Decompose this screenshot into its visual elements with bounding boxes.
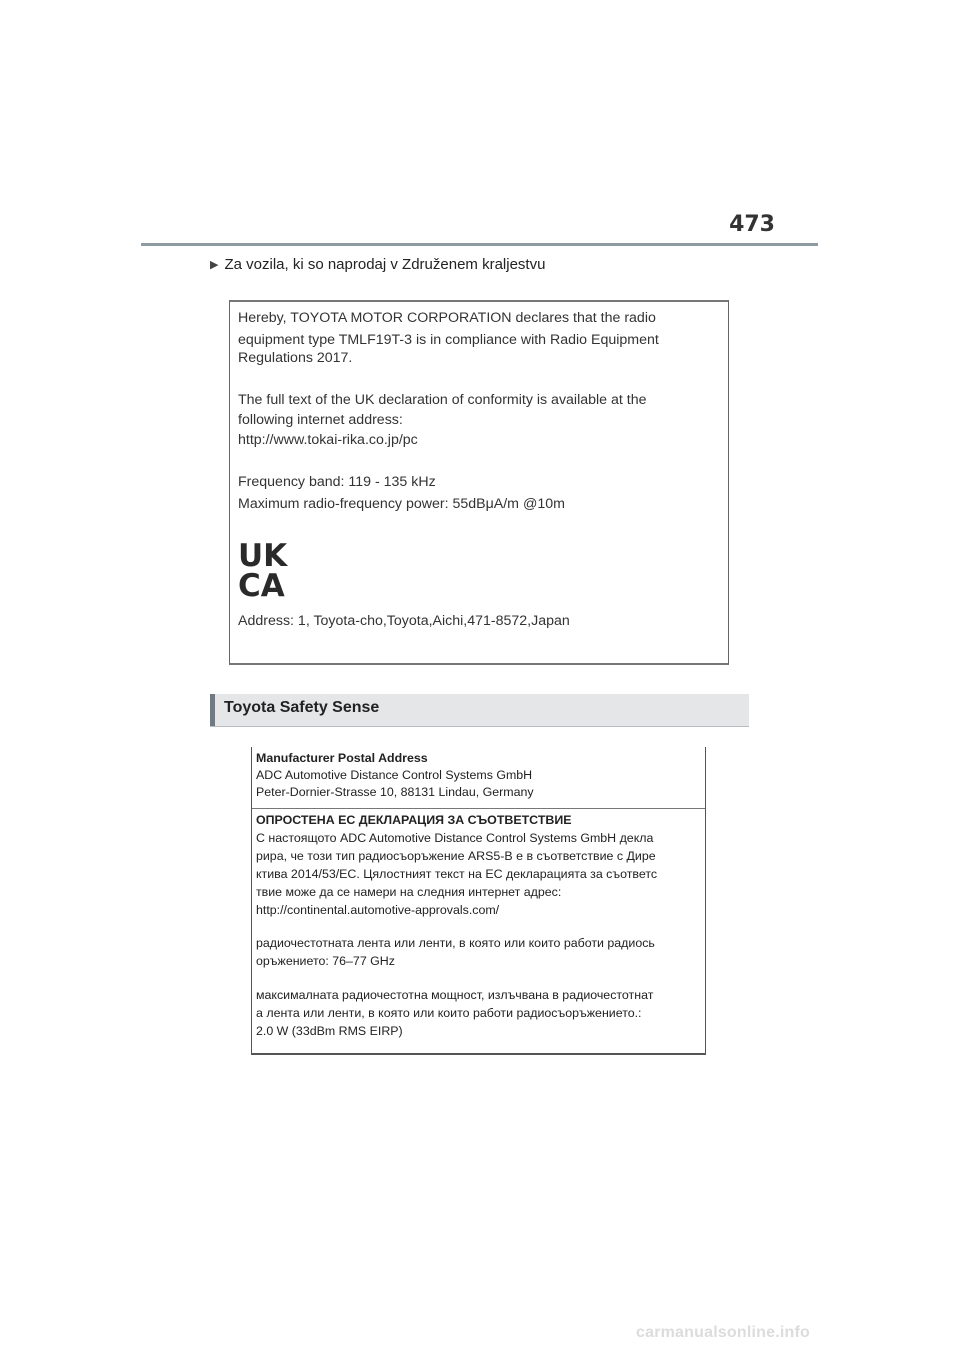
triangle-bullet-icon: ▶ (210, 259, 219, 271)
section-heading-bar (210, 694, 215, 726)
bg-line: http://continental.automotive-approvals.com/ (256, 903, 500, 917)
uk-line: Regulations 2017. (238, 350, 353, 366)
manufacturer-line: Peter-Dornier-Strasse 10, 88131 Lindau, Germany (256, 785, 534, 799)
uk-line: http://www.tokai-rika.co.jp/pc (238, 432, 418, 448)
bg-line: твие може да се намери на следния интернет адрес: (256, 885, 562, 899)
bg-declaration-heading: ОПРОСТЕНА ЕС ДЕКЛАРАЦИЯ ЗА СЪОТВЕТСТВИЕ (256, 813, 572, 827)
bg-line: а лента или ленти, в която или които работи радиосъоръжението.: (256, 1006, 642, 1020)
uk-line: The full text of the UK declaration of conformity is available at the (238, 392, 647, 408)
bg-line: 2.0 W (33dBm RMS EIRP) (256, 1024, 403, 1038)
uk-line: equipment type TMLF19T-3 is in compliance with Radio Equipment (238, 332, 659, 348)
bg-line: ктива 2014/53/ЕС. Цялостният текст на ЕС декларацията за съответс (256, 867, 658, 881)
bg-line: рира, че този тип радиосъоръжение ARS5-B е в съответствие с Дире (256, 849, 656, 863)
page-number: 473 (729, 212, 775, 237)
tss-declaration-box (251, 747, 706, 1055)
ukca-mark-line2: CA (238, 568, 285, 598)
uk-line: Frequency band: 119 - 135 kHz (238, 474, 436, 490)
section-heading (210, 694, 749, 727)
tss-divider (252, 808, 705, 809)
bg-line: радиочестотната лента или ленти, в която или които работи радиось (256, 936, 655, 950)
uk-declaration-box (229, 300, 729, 665)
manufacturer-address: Address: 1, Toyota-cho,Toyota,Aichi,471-8572,Japan (238, 613, 570, 629)
ukca-mark-icon (238, 540, 298, 598)
ukca-mark-line1: UK (238, 540, 288, 574)
header-rule (141, 243, 818, 246)
manufacturer-heading: Manufacturer Postal Address (256, 751, 428, 765)
manufacturer-line: ADC Automotive Distance Control Systems GmbH (256, 768, 533, 782)
bullet-heading (210, 256, 545, 273)
bg-line: С настоящото ADC Automotive Distance Control Systems GmbH декла (256, 831, 654, 845)
uk-line: following internet address: (238, 412, 403, 428)
bg-line: максималната радиочестотна мощност, излъчвана в радиочестотнат (256, 988, 654, 1002)
uk-line: Maximum radio-frequency power: 55dBμA/m @10m (238, 496, 565, 512)
uk-line: Hereby, TOYOTA MOTOR CORPORATION declares that the radio (238, 310, 656, 326)
section-title: Toyota Safety Sense (224, 699, 380, 716)
bullet-heading-text: Za vozila, ki so naprodaj v Združenem kraljestvu (224, 256, 546, 273)
watermark: carmanualsonline.info (636, 1324, 811, 1341)
bg-line: оръжението: 76–77 GHz (256, 954, 395, 968)
